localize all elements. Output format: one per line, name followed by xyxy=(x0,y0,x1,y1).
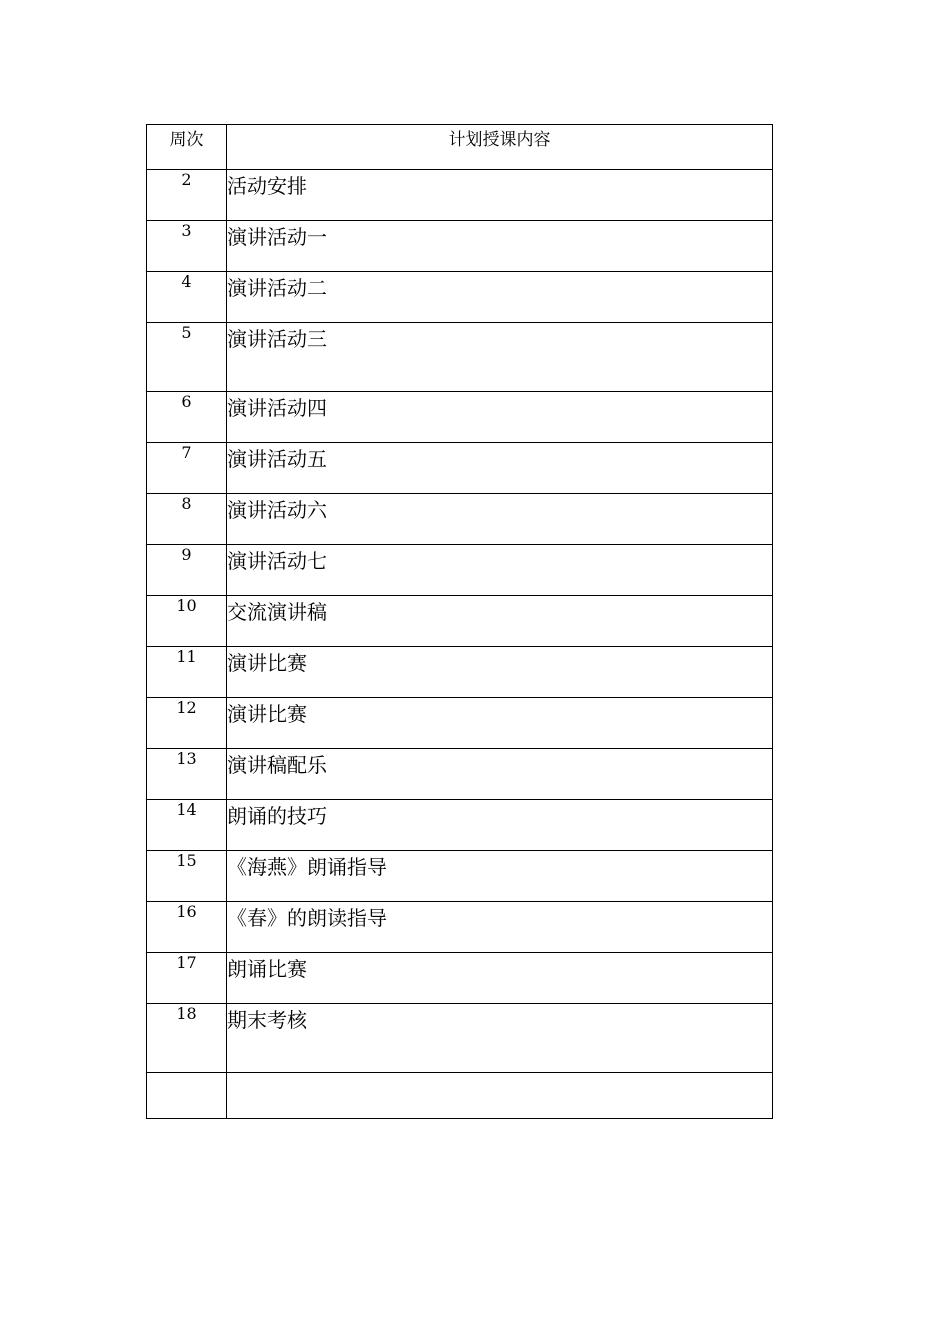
week-cell: 7 xyxy=(147,443,227,494)
week-cell: 12 xyxy=(147,698,227,749)
table-row xyxy=(147,647,773,698)
week-cell xyxy=(147,1073,227,1119)
content-cell: 演讲活动四 xyxy=(227,392,773,443)
week-cell: 15 xyxy=(147,851,227,902)
table-row xyxy=(147,902,773,953)
week-cell: 5 xyxy=(147,323,227,392)
content-cell: 朗诵的技巧 xyxy=(227,800,773,851)
content-cell: 演讲活动一 xyxy=(227,221,773,272)
table-row-empty xyxy=(147,1073,773,1119)
table-row xyxy=(147,698,773,749)
content-cell: 演讲活动六 xyxy=(227,494,773,545)
week-cell: 8 xyxy=(147,494,227,545)
content-cell: 演讲活动二 xyxy=(227,272,773,323)
table-row xyxy=(147,494,773,545)
week-cell: 17 xyxy=(147,953,227,1004)
table-row xyxy=(147,800,773,851)
table-header-row xyxy=(147,125,773,170)
week-cell: 18 xyxy=(147,1004,227,1073)
table-row xyxy=(147,953,773,1004)
table-row xyxy=(147,221,773,272)
table-row xyxy=(147,1004,773,1073)
content-cell: 《海燕》朗诵指导 xyxy=(227,851,773,902)
table-row xyxy=(147,596,773,647)
week-cell: 4 xyxy=(147,272,227,323)
table-row xyxy=(147,272,773,323)
content-cell: 演讲稿配乐 xyxy=(227,749,773,800)
content-cell: 演讲比赛 xyxy=(227,698,773,749)
week-cell: 14 xyxy=(147,800,227,851)
table-row xyxy=(147,443,773,494)
week-cell: 13 xyxy=(147,749,227,800)
table-row xyxy=(147,323,773,392)
week-cell: 16 xyxy=(147,902,227,953)
table-row xyxy=(147,749,773,800)
week-cell: 11 xyxy=(147,647,227,698)
week-cell: 6 xyxy=(147,392,227,443)
content-cell: 演讲比赛 xyxy=(227,647,773,698)
content-cell: 朗诵比赛 xyxy=(227,953,773,1004)
content-cell xyxy=(227,1073,773,1119)
content-cell: 交流演讲稿 xyxy=(227,596,773,647)
content-cell: 活动安排 xyxy=(227,170,773,221)
header-week: 周次 xyxy=(147,125,227,170)
week-cell: 2 xyxy=(147,170,227,221)
header-content: 计划授课内容 xyxy=(227,125,773,170)
teaching-schedule-table xyxy=(146,124,773,1119)
week-cell: 10 xyxy=(147,596,227,647)
content-cell: 期末考核 xyxy=(227,1004,773,1073)
table-row xyxy=(147,851,773,902)
week-cell: 3 xyxy=(147,221,227,272)
table-row xyxy=(147,170,773,221)
content-cell: 演讲活动三 xyxy=(227,323,773,392)
content-cell: 《春》的朗读指导 xyxy=(227,902,773,953)
content-cell: 演讲活动五 xyxy=(227,443,773,494)
table-row xyxy=(147,545,773,596)
table-row xyxy=(147,392,773,443)
week-cell: 9 xyxy=(147,545,227,596)
content-cell: 演讲活动七 xyxy=(227,545,773,596)
